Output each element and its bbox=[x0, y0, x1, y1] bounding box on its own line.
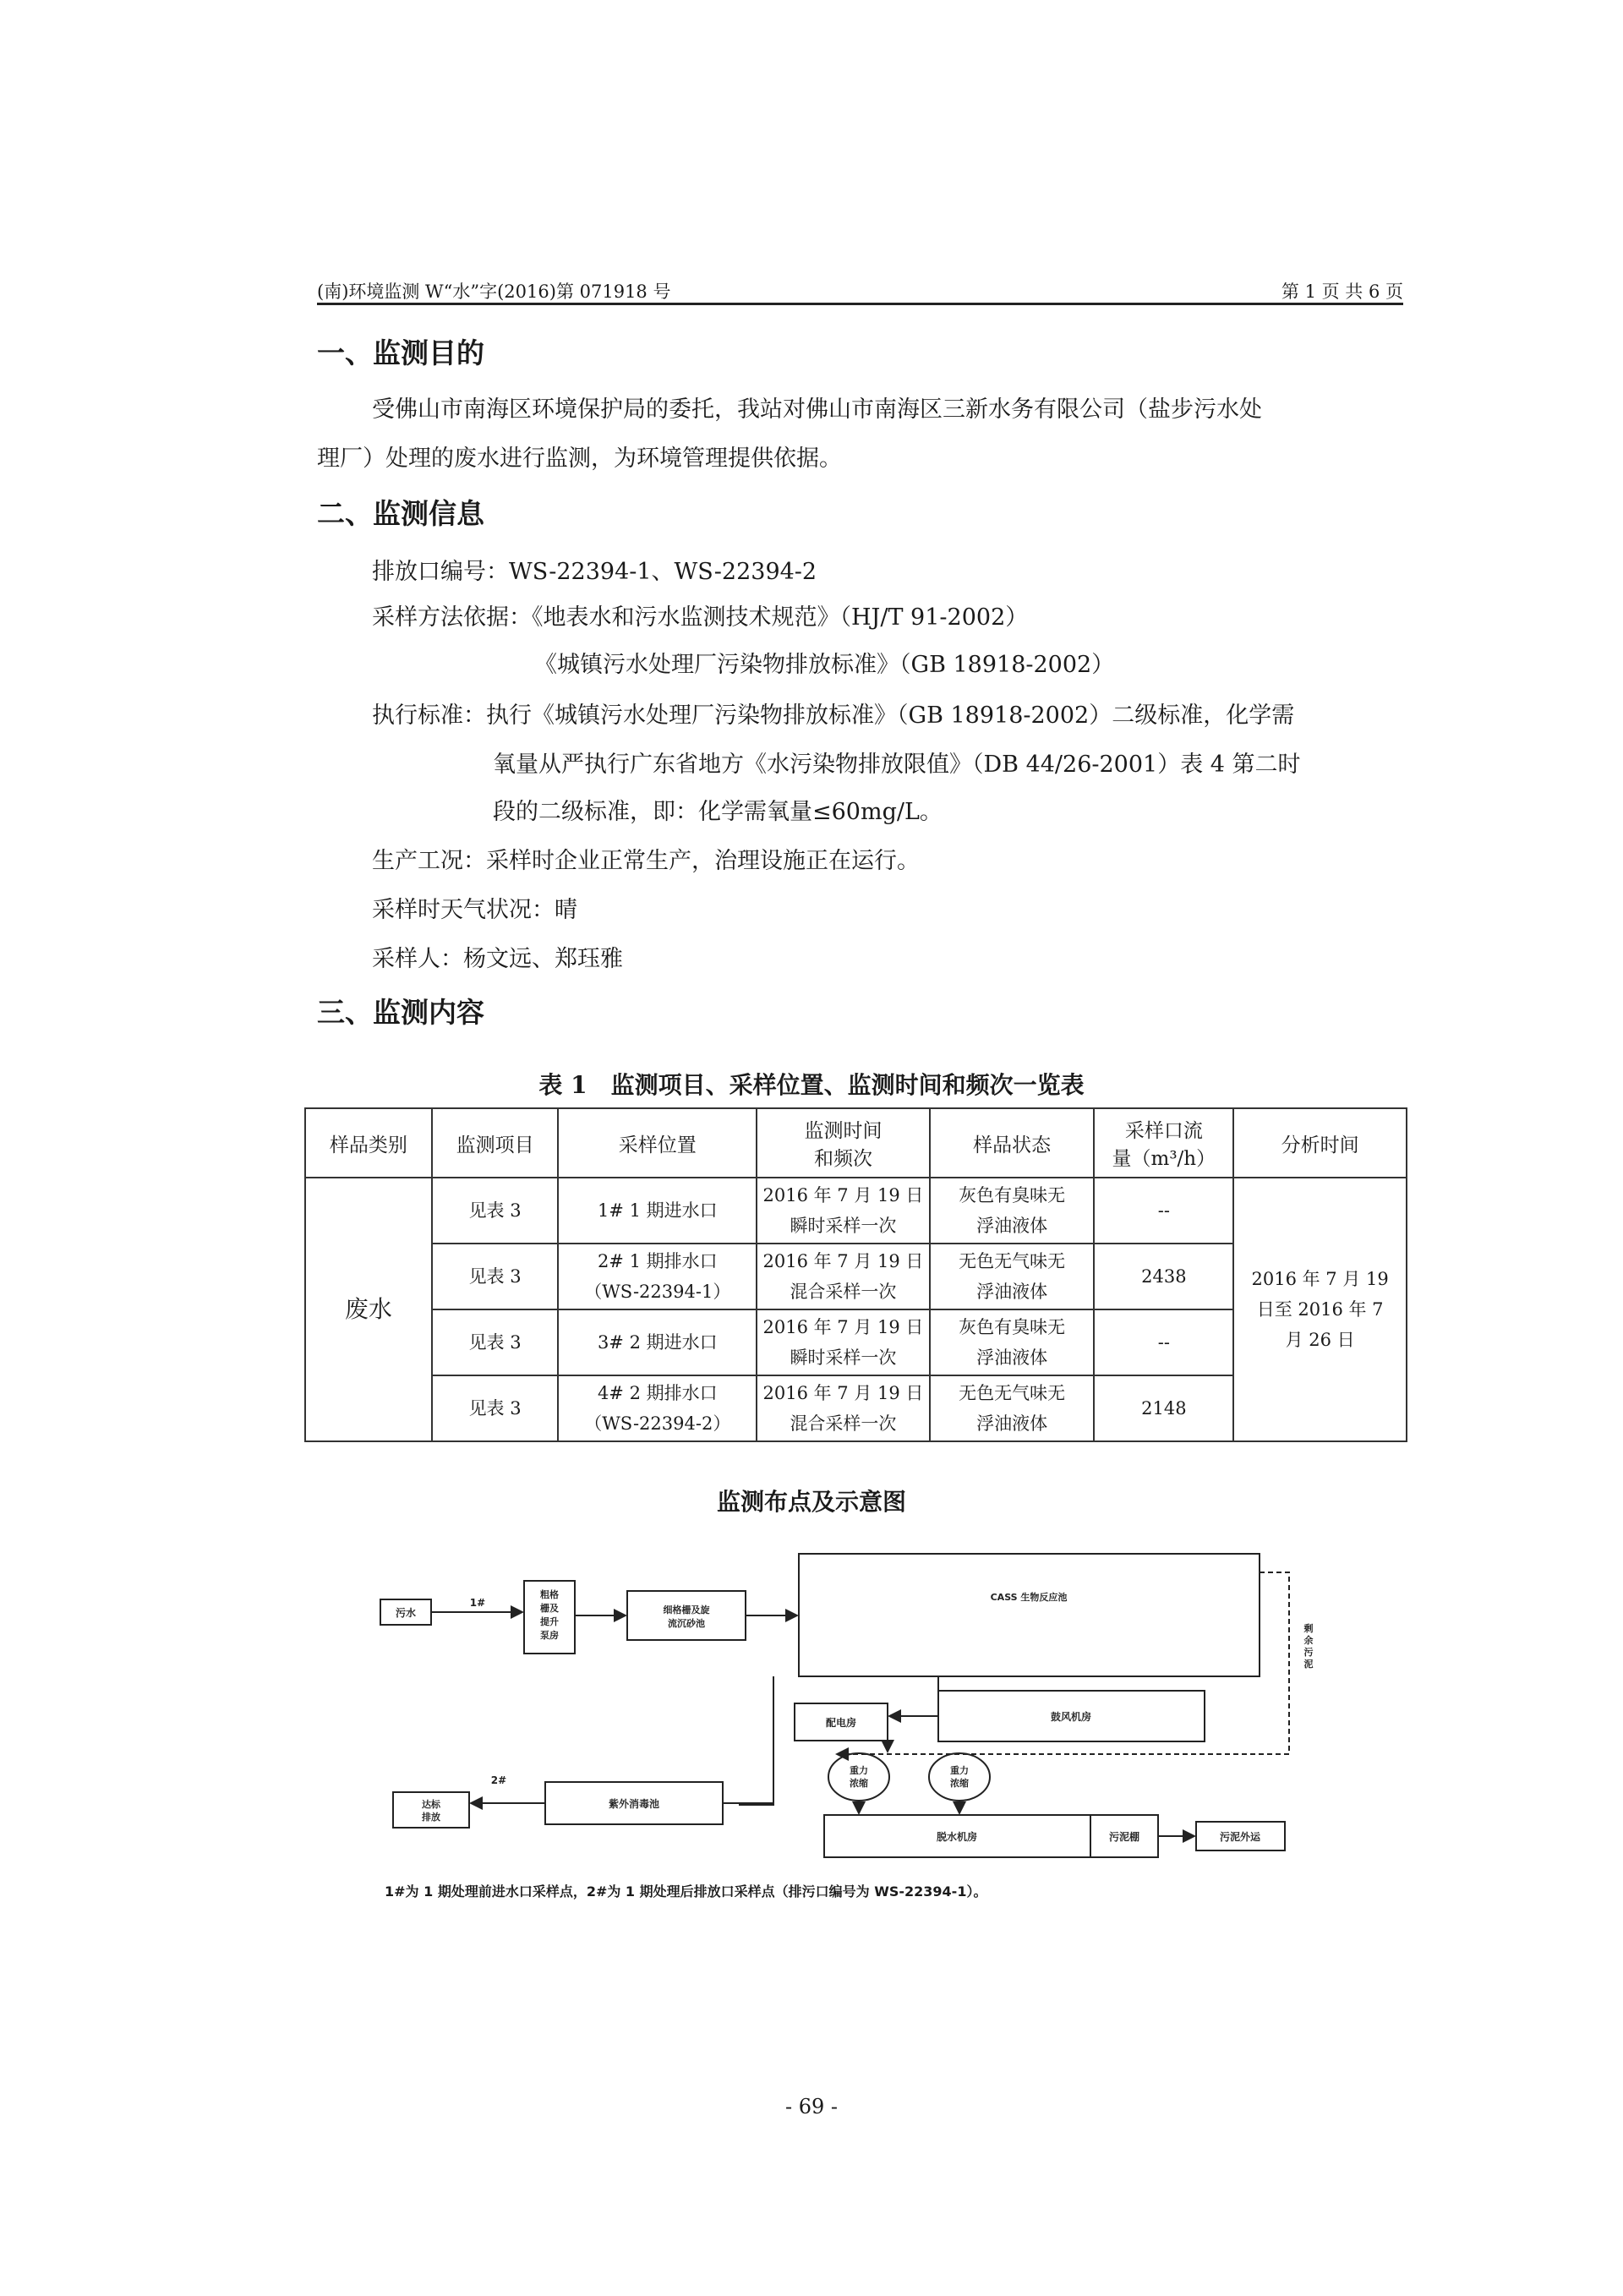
page-info: 第 1 页 共 6 页 bbox=[1281, 282, 1403, 302]
flow-cell: -- bbox=[1094, 1309, 1233, 1375]
state-line-2: 浮油液体 bbox=[976, 1282, 1048, 1302]
location-line-1: 3# 2 期进水口 bbox=[597, 1332, 718, 1353]
time-line-2: 混合采样一次 bbox=[790, 1413, 897, 1434]
time-line-1: 2016 年 7 月 19 日 bbox=[762, 1317, 924, 1337]
discharge-label-2: 排放 bbox=[422, 1812, 440, 1823]
flow-cell: -- bbox=[1094, 1178, 1233, 1244]
sampling-method-line-1: 采样方法依据：《地表水和污水监测技术规范》（HJ/T 91-2002） bbox=[372, 604, 1029, 631]
power-room-label: 配电房 bbox=[825, 1717, 857, 1729]
col-header-analysis: 分析时间 bbox=[1233, 1108, 1407, 1178]
state-cell bbox=[930, 1309, 1095, 1375]
excess-sludge-label-4: 泥 bbox=[1303, 1659, 1314, 1670]
location-line-1: 1# 1 期进水口 bbox=[597, 1200, 718, 1221]
location-cell bbox=[558, 1375, 757, 1441]
analysis-time-line-3: 月 26 日 bbox=[1285, 1330, 1355, 1350]
sampling-method-line-2: 《城镇污水处理厂污染物排放标准》（GB 18918-2002） bbox=[534, 652, 1115, 678]
thickener-2-label-2: 浓缩 bbox=[950, 1778, 969, 1789]
col-header-location: 采样位置 bbox=[558, 1108, 757, 1178]
coarse-label-1: 粗格 bbox=[540, 1589, 559, 1600]
cass-reactor-box bbox=[799, 1554, 1260, 1676]
location-line-2: （WS-22394-2） bbox=[584, 1413, 731, 1434]
section-title-info: 二、监测信息 bbox=[317, 497, 484, 530]
location-line-2: （WS-22394-1） bbox=[584, 1282, 731, 1302]
standard-line-3: 段的二级标准，即：化学需氧量≤60mg/L。 bbox=[493, 799, 943, 825]
thickener-1-label-2: 浓缩 bbox=[850, 1778, 868, 1789]
table-row bbox=[305, 1178, 1407, 1244]
state-cell bbox=[930, 1178, 1095, 1244]
standard-line-2: 氧量从严执行广东省地方《水污染物排放限值》（DB 44/26-2001）表 4 第二时 bbox=[493, 752, 1301, 778]
time-line-1: 2016 年 7 月 19 日 bbox=[762, 1383, 924, 1403]
coarse-label-4: 泵房 bbox=[540, 1630, 559, 1641]
excess-sludge-label-1: 剩 bbox=[1303, 1623, 1314, 1634]
analysis-time-cell bbox=[1233, 1178, 1407, 1441]
fine-screen-box bbox=[627, 1591, 746, 1640]
thickener-2-label-1: 重力 bbox=[950, 1765, 969, 1776]
gravity-thickener-2 bbox=[929, 1753, 990, 1801]
section-title-purpose: 一、监测目的 bbox=[317, 336, 484, 369]
excess-sludge-label-3: 污 bbox=[1303, 1647, 1314, 1658]
state-line-2: 浮油液体 bbox=[976, 1216, 1048, 1236]
flow-cell: 2148 bbox=[1094, 1375, 1233, 1441]
col-header-item: 监测项目 bbox=[432, 1108, 559, 1178]
time-line-1: 2016 年 7 月 19 日 bbox=[762, 1185, 924, 1205]
sample-type-cell: 废水 bbox=[305, 1178, 432, 1441]
diagram-title: 监测布点及示意图 bbox=[716, 1488, 906, 1516]
gravity-thickener-1 bbox=[828, 1753, 889, 1801]
time-line-2: 混合采样一次 bbox=[790, 1282, 897, 1302]
col-header-time-line-1: 监测时间 bbox=[804, 1120, 883, 1142]
location-cell bbox=[558, 1244, 757, 1309]
production-condition: 生产工况：采样时企业正常生产，治理设施正在运行。 bbox=[372, 848, 920, 874]
time-cell bbox=[757, 1375, 930, 1441]
location-cell bbox=[558, 1309, 757, 1375]
time-line-1: 2016 年 7 月 19 日 bbox=[762, 1251, 924, 1271]
point-1-label: 1# bbox=[469, 1597, 486, 1609]
state-line-1: 无色无气味无 bbox=[959, 1251, 1066, 1271]
col-header-flow-line-1: 采样口流 bbox=[1124, 1120, 1203, 1142]
dewatering-label: 脱水机房 bbox=[936, 1831, 978, 1843]
monitoring-table bbox=[304, 1107, 1407, 1442]
time-cell bbox=[757, 1309, 930, 1375]
state-line-2: 浮油液体 bbox=[976, 1348, 1048, 1368]
state-line-1: 灰色有臭味无 bbox=[959, 1185, 1066, 1205]
thickener-1-label-1: 重力 bbox=[850, 1765, 868, 1776]
flow-cell: 2438 bbox=[1094, 1244, 1233, 1309]
page-header bbox=[317, 273, 1403, 305]
weather-condition: 采样时天气状况：晴 bbox=[372, 897, 577, 923]
coarse-label-3: 提升 bbox=[540, 1616, 559, 1627]
item-cell: 见表 3 bbox=[432, 1244, 559, 1309]
sludge-shed-label: 污泥棚 bbox=[1108, 1831, 1140, 1843]
analysis-time-line-1: 2016 年 7 月 19 bbox=[1251, 1269, 1389, 1289]
state-line-1: 灰色有臭味无 bbox=[959, 1317, 1066, 1337]
col-header-flow bbox=[1094, 1108, 1233, 1178]
diagram-note: 1#为 1 期处理前进水口采样点，2#为 1 期处理后排放口采样点（排污口编号为 WS-22394-1）。 bbox=[385, 1883, 987, 1900]
time-cell bbox=[757, 1178, 930, 1244]
standard-line-1: 执行标准：执行《城镇污水处理厂污染物排放标准》（GB 18918-2002）二级标准，化学需 bbox=[372, 702, 1295, 729]
purpose-text-line-1: 受佛山市南海区环境保护局的委托，我站对佛山市南海区三新水务有限公司（盐步污水处 bbox=[372, 396, 1262, 423]
sewage-label: 污水 bbox=[395, 1607, 417, 1619]
col-header-state: 样品状态 bbox=[930, 1108, 1095, 1178]
section-title-content: 三、监测内容 bbox=[317, 996, 484, 1029]
fine-label-2: 流沉砂池 bbox=[668, 1618, 705, 1629]
uv-label: 紫外消毒池 bbox=[608, 1798, 660, 1810]
col-header-sample-type: 样品类别 bbox=[305, 1108, 432, 1178]
time-cell bbox=[757, 1244, 930, 1309]
outlet-number: 排放口编号：WS-22394-1、WS-22394-2 bbox=[372, 559, 817, 585]
col-header-flow-line-2: 量（m³/h） bbox=[1112, 1148, 1216, 1170]
sampler-names: 采样人：杨文远、郑珏雅 bbox=[372, 946, 623, 972]
location-line-1: 2# 1 期排水口 bbox=[597, 1251, 718, 1271]
table-title: 表 1 监测项目、采样位置、监测时间和频次一览表 bbox=[538, 1071, 1085, 1099]
state-cell bbox=[930, 1375, 1095, 1441]
col-header-time-line-2: 和频次 bbox=[813, 1148, 872, 1170]
coarse-label-2: 栅及 bbox=[540, 1603, 559, 1614]
table-header-row bbox=[305, 1108, 1407, 1178]
excess-sludge-label-2: 余 bbox=[1303, 1635, 1314, 1646]
document-number: (南)环境监测 W“水”字(2016)第 071918 号 bbox=[317, 282, 671, 302]
discharge-label-1: 达标 bbox=[422, 1799, 440, 1810]
item-cell: 见表 3 bbox=[432, 1178, 559, 1244]
point-2-label: 2# bbox=[490, 1774, 507, 1786]
sludge-outbound-label: 污泥外运 bbox=[1219, 1831, 1261, 1843]
item-cell: 见表 3 bbox=[432, 1309, 559, 1375]
header-rule bbox=[317, 303, 1403, 305]
location-line-1: 4# 2 期排水口 bbox=[597, 1383, 718, 1403]
state-line-2: 浮油液体 bbox=[976, 1413, 1048, 1434]
state-cell bbox=[930, 1244, 1095, 1309]
blower-room-label: 鼓风机房 bbox=[1050, 1711, 1092, 1723]
cass-label: CASS 生物反应池 bbox=[990, 1592, 1068, 1603]
col-header-time bbox=[757, 1108, 930, 1178]
time-line-2: 瞬时采样一次 bbox=[790, 1348, 897, 1368]
state-line-1: 无色无气味无 bbox=[959, 1383, 1066, 1403]
analysis-time-line-2: 日至 2016 年 7 bbox=[1256, 1299, 1384, 1320]
process-flow-diagram bbox=[363, 1539, 1336, 1877]
fine-label-1: 细格栅及旋 bbox=[663, 1604, 710, 1615]
item-cell: 见表 3 bbox=[432, 1375, 559, 1441]
page-number: - 69 - bbox=[784, 2095, 838, 2118]
purpose-text-line-2: 理厂）处理的废水进行监测，为环境管理提供依据。 bbox=[317, 446, 842, 472]
time-line-2: 瞬时采样一次 bbox=[790, 1216, 897, 1236]
location-cell bbox=[558, 1178, 757, 1244]
